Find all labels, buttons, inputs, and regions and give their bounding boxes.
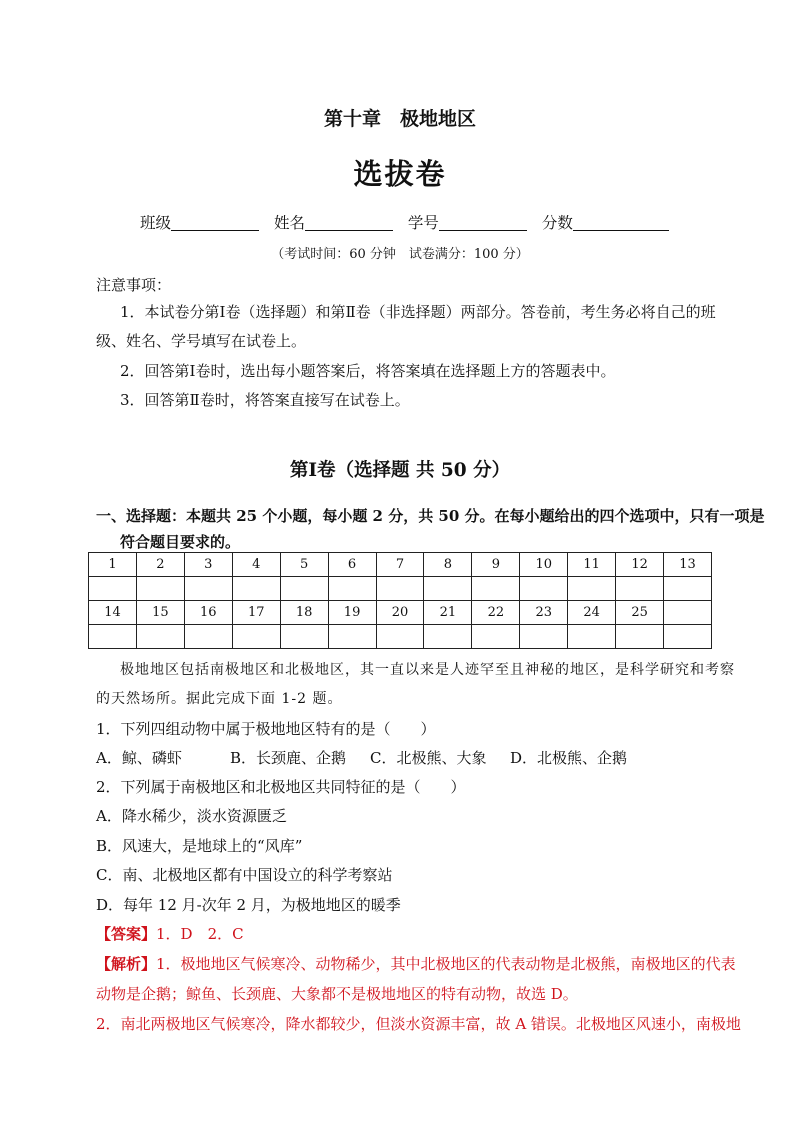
answer-slot[interactable] (568, 625, 616, 649)
answer-table-cell: 11 (568, 553, 616, 577)
answer-slot[interactable] (328, 577, 376, 601)
student-id-blank (439, 213, 527, 231)
answer-slot[interactable] (664, 625, 712, 649)
answer-table-cell: 4 (232, 553, 280, 577)
answer-table-cell: 19 (328, 601, 376, 625)
answer-slot[interactable] (520, 625, 568, 649)
answer-slot[interactable] (616, 577, 664, 601)
analysis-line-1 (96, 953, 736, 974)
answer-slot[interactable] (664, 577, 712, 601)
answer-slot[interactable] (184, 577, 232, 601)
question-1-stem: 1．下列四组动物中属于极地地区特有的是（ ） (96, 720, 436, 738)
answer-slot[interactable] (89, 577, 137, 601)
notes-heading: 注意事项： (96, 276, 172, 294)
answer-table-cell: 17 (232, 601, 280, 625)
question-2-option-b: B．风速大，是地球上的“风库” (96, 837, 303, 855)
answer-table-cell: 22 (472, 601, 520, 625)
question-1-option-c: C．北极熊、大象 (370, 749, 487, 767)
answer-table-cell: 18 (280, 601, 328, 625)
answer-table-cell (664, 601, 712, 625)
question-2-option-a: A．降水稀少，淡水资源匮乏 (96, 807, 287, 825)
student-info-row (140, 211, 679, 233)
answer-table-cell: 13 (664, 553, 712, 577)
question-1-option-a: A．鲸、磷虾 (96, 749, 182, 767)
answer-table-cell: 23 (520, 601, 568, 625)
answer-table-cell: 8 (424, 553, 472, 577)
answer-table-cell: 21 (424, 601, 472, 625)
passage-text: 极地地区包括南极地区和北极地区，其一直以来是人迹罕至且神秘的地区，是科学研究和考察 (120, 662, 735, 678)
answer-table-cell: 20 (376, 601, 424, 625)
answer-slot[interactable] (520, 577, 568, 601)
answer-slot[interactable] (616, 625, 664, 649)
answer-table-cell: 1 (89, 553, 137, 577)
score-blank (573, 213, 669, 231)
answer-slot[interactable] (280, 577, 328, 601)
answer-table-cell: 7 (376, 553, 424, 577)
answer-slot[interactable] (184, 625, 232, 649)
answer-line (96, 923, 244, 944)
answer-table (88, 552, 712, 649)
answer-table-number-row (89, 601, 712, 625)
analysis-tag: 【解析】 (96, 955, 157, 973)
note-item-1: 1．本试卷分第Ⅰ卷（选择题）和第Ⅱ卷（非选择题）两部分。答卷前，考生务必将自己的班 (120, 303, 716, 321)
question-1-option-d: D．北极熊、企鹅 (510, 749, 628, 767)
answer-table-cell: 2 (136, 553, 184, 577)
name-blank (305, 213, 393, 231)
answer-table-cell: 3 (184, 553, 232, 577)
question-2-option-c: C．南、北极地区都有中国设立的科学考察站 (96, 866, 393, 884)
answer-slot[interactable] (376, 625, 424, 649)
answer-table-blank-row (89, 625, 712, 649)
section-intro-cont: 符合题目要求的。 (120, 533, 241, 551)
answer-slot[interactable] (232, 577, 280, 601)
answer-table-number-row (89, 553, 712, 577)
name-label: 姓名 (273, 214, 305, 232)
answer-table-cell: 6 (328, 553, 376, 577)
answer-slot[interactable] (136, 577, 184, 601)
answer-table-cell: 15 (136, 601, 184, 625)
answer-table-cell: 24 (568, 601, 616, 625)
note-item-1-cont: 级、姓名、学号填写在试卷上。 (96, 332, 307, 350)
answer-table-blank-row (89, 577, 712, 601)
chapter-title: 第十章 极地地区 (323, 108, 476, 130)
student-id-label: 学号 (407, 214, 439, 232)
score-label: 分数 (541, 214, 573, 232)
answer-slot[interactable] (472, 577, 520, 601)
answer-table-cell: 16 (184, 601, 232, 625)
answer-slot[interactable] (89, 625, 137, 649)
question-2-stem: 2．下列属于南极地区和北极地区共同特征的是（ ） (96, 778, 466, 796)
passage-text-cont: 的天然场所。据此完成下面 1-2 题。 (96, 691, 343, 707)
section-intro: 一、选择题：本题共 25 个小题，每小题 2 分，共 50 分。在每小题给出的四个选项中，只有一项是 (96, 507, 765, 525)
question-2-option-d: D．每年 12 月-次年 2 月，为极地地区的暖季 (96, 896, 401, 914)
answer-slot[interactable] (568, 577, 616, 601)
answer-text: 1．D 2．C (156, 925, 244, 943)
answer-table-cell: 9 (472, 553, 520, 577)
answer-table-cell: 10 (520, 553, 568, 577)
answer-slot[interactable] (376, 577, 424, 601)
analysis-text: 1．极地地区气候寒冷、动物稀少，其中北极地区的代表动物是北极熊，南极地区的代表 (156, 955, 736, 973)
answer-slot[interactable] (424, 577, 472, 601)
answer-slot[interactable] (424, 625, 472, 649)
exam-info: （考试时间：60 分钟 试卷满分：100 分） (271, 247, 529, 262)
analysis-line-3: 2．南北两极地区气候寒冷，降水都较少，但淡水资源丰富，故 A 错误。北极地区风速小，南极地 (96, 1015, 741, 1033)
section-title: 第Ⅰ卷（选择题 共 50 分） (289, 460, 511, 481)
answer-table-cell: 25 (616, 601, 664, 625)
page-title: 选拔卷 (353, 157, 447, 191)
answer-table-cell: 5 (280, 553, 328, 577)
question-1-option-b: B．长颈鹿、企鹅 (230, 749, 347, 767)
class-label: 班级 (140, 214, 172, 232)
answer-slot[interactable] (472, 625, 520, 649)
answer-table-cell: 12 (616, 553, 664, 577)
answer-tag: 【答案】 (96, 925, 157, 943)
answer-slot[interactable] (328, 625, 376, 649)
answer-slot[interactable] (232, 625, 280, 649)
analysis-line-2: 动物是企鹅；鲸鱼、长颈鹿、大象都不是极地地区的特有动物，故选 D。 (96, 985, 578, 1003)
note-item-2: 2．回答第Ⅰ卷时，选出每小题答案后，将答案填在选择题上方的答题表中。 (120, 362, 616, 380)
answer-slot[interactable] (280, 625, 328, 649)
class-blank (171, 213, 259, 231)
note-item-3: 3．回答第Ⅱ卷时，将答案直接写在试卷上。 (120, 391, 410, 409)
answer-table-cell: 14 (89, 601, 137, 625)
answer-slot[interactable] (136, 625, 184, 649)
